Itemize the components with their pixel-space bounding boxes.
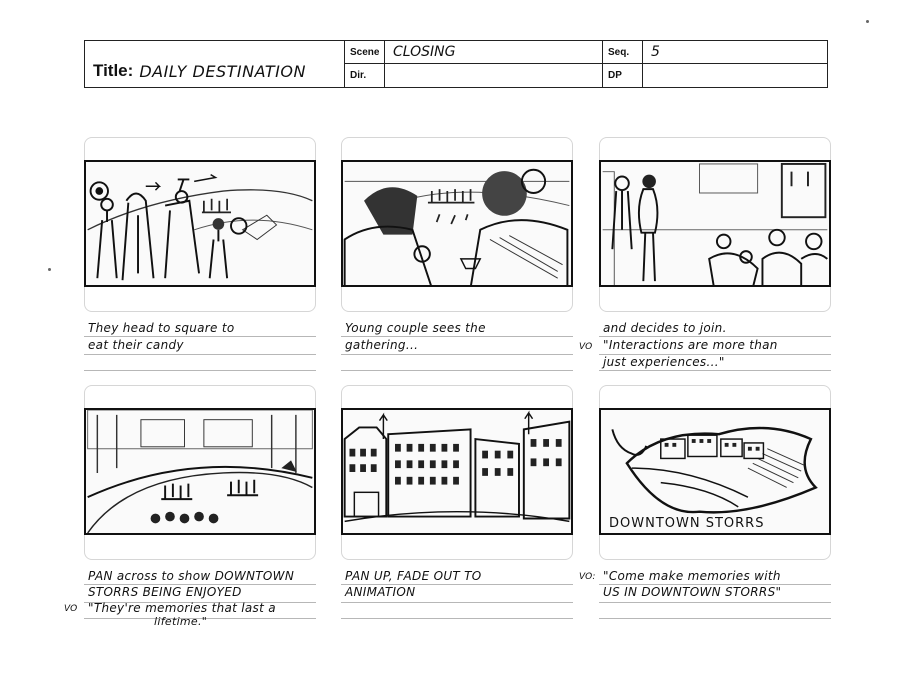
panel-4-caption bbox=[64, 566, 316, 630]
panel-2-caption-line-1: Young couple sees the bbox=[345, 321, 486, 335]
panel-4-sketch bbox=[84, 408, 316, 535]
storyboard-panel-2 bbox=[341, 137, 573, 312]
panel-5-caption bbox=[341, 566, 573, 630]
panel-2-caption bbox=[341, 318, 573, 382]
sketch-young-couple bbox=[343, 162, 571, 285]
panel-6-caption-line-1: "Come make memories with bbox=[603, 569, 781, 583]
storyboard-panel-3 bbox=[599, 137, 831, 312]
panel-4-vo-label: VO bbox=[64, 604, 78, 614]
stray-mark bbox=[866, 20, 869, 23]
logo-text: DOWNTOWN STORRS bbox=[609, 516, 765, 531]
panel-3-caption-line-1: and decides to join. bbox=[603, 321, 727, 335]
panel-6-caption-line-2: US IN DOWNTOWN STORRS" bbox=[603, 585, 782, 599]
panel-6-caption bbox=[579, 566, 831, 630]
panel-4-caption-line-2: STORRS BEING ENJOYED bbox=[88, 585, 242, 599]
dir-label: Dir. bbox=[345, 64, 385, 87]
panel-3-caption-line-3: just experiences..." bbox=[603, 355, 725, 369]
seq-label: Seq. bbox=[603, 41, 643, 64]
stray-mark bbox=[48, 268, 51, 271]
panel-1-caption-line-2: eat their candy bbox=[88, 338, 184, 352]
panel-5-caption-line-1: PAN UP, FADE OUT TO bbox=[345, 569, 482, 583]
sketch-couple-joins bbox=[601, 162, 829, 285]
scene-value: CLOSING bbox=[385, 41, 603, 64]
title-cell bbox=[85, 41, 345, 87]
title-value: DAILY DESTINATION bbox=[139, 62, 306, 81]
panel-3-vo-label: VO bbox=[579, 342, 593, 352]
title-label: Title: bbox=[93, 61, 134, 80]
panel-5-caption-line-2: ANIMATION bbox=[345, 585, 416, 599]
storyboard-header bbox=[84, 40, 828, 88]
storyboard-panel-4 bbox=[84, 385, 316, 560]
dp-label: DP bbox=[603, 64, 643, 87]
sketch-buildings-pan-up bbox=[343, 410, 571, 533]
scene-label: Scene bbox=[345, 41, 385, 64]
storyboard-panel-6 bbox=[599, 385, 831, 560]
panel-3-caption bbox=[579, 318, 831, 382]
panel-5-sketch bbox=[341, 408, 573, 535]
seq-value: 5 bbox=[643, 41, 827, 64]
panel-2-caption-line-2: gathering... bbox=[345, 338, 419, 352]
storyboard-panel-1 bbox=[84, 137, 316, 312]
panel-2-sketch bbox=[341, 160, 573, 287]
panel-1-caption bbox=[84, 318, 316, 382]
meta-grid bbox=[345, 41, 827, 87]
panel-1-sketch bbox=[84, 160, 316, 287]
panel-6-vo-label: VO: bbox=[579, 572, 596, 582]
sketch-pan-downtown bbox=[86, 410, 314, 533]
dp-value bbox=[643, 64, 827, 87]
panel-4-caption-line-1: PAN across to show DOWNTOWN bbox=[88, 569, 295, 583]
panel-3-caption-line-2: "Interactions are more than bbox=[603, 338, 778, 352]
downtown-storrs-logo-sketch bbox=[601, 410, 829, 533]
panel-3-sketch bbox=[599, 160, 831, 287]
sketch-square-figures bbox=[86, 162, 314, 285]
panel-4-caption-line-4: lifetime." bbox=[154, 615, 208, 628]
panel-1-caption-line-1: They head to square to bbox=[88, 321, 235, 335]
panel-6-sketch bbox=[599, 408, 831, 535]
dir-value bbox=[385, 64, 603, 87]
storyboard-panel-5 bbox=[341, 385, 573, 560]
panel-4-caption-line-3: "They're memories that last a bbox=[88, 601, 276, 615]
